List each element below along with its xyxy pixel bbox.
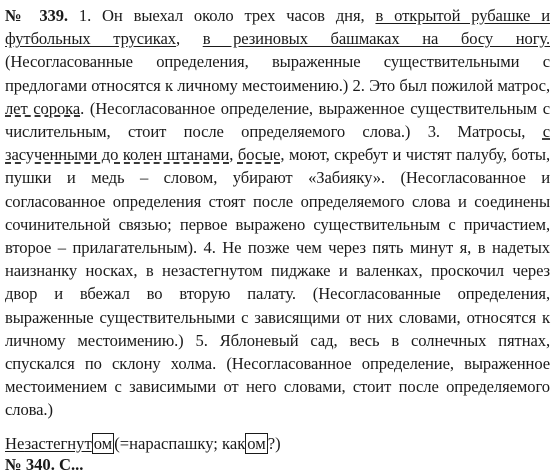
underlined-phrase-3: лет сорока: [5, 98, 81, 118]
segment-2: ,: [175, 29, 203, 49]
exercise-339-text: [5, 4, 550, 422]
segment-4: (Несогласованные определения, выраженные существительными с предлогами относятся к личному местоимению.) 2. Это был пожилой матрос,: [5, 52, 550, 95]
question-text: =нараспашку; как: [119, 433, 246, 453]
underlined-phrase-5: босые: [237, 145, 281, 165]
morpheme-analysis-note: [5, 432, 550, 455]
paren-open: (: [114, 433, 120, 453]
underlined-phrase-1: в открытой рубашке и футбольных трусиках: [5, 6, 550, 49]
segment-10: , моют, скребут и чистят палубу, боты, пушки и медь – словом, убирают «Забияку». (Несогласованное и согласованное определения стоят после определяемого слова и соединены сочинительной связью; первое выражено существительным с причастием, второе – прилагательным). 4. Не позже чем через пять минут я, в надетых наизнанку носках, в незастегнутом пиджаке и валенках, проскочил через двор и вбежал во вторую палату. (Несогласованные определения, выраженные существительными с зависящими от них словами, относятся к личному местоимению.) 5. Яблоневый сад, весь в солнечных пятнах, спускался по склону холма. (Несогласованное определение, выраженное местоимением с зависимыми от него словами, стоит после определяемого слова.): [5, 145, 550, 420]
paren-close: ?): [267, 433, 281, 453]
segment-6: . (Несогласованное определение, выраженное существительным с числительным, стоит после определяемого слова.) 3. Матросы,: [5, 98, 550, 142]
underlined-phrase-2: в резиновых башмаках на босу ногу.: [202, 29, 550, 49]
segment-8: ,: [229, 145, 238, 165]
ending-box-2: ом: [247, 433, 266, 453]
underlined-phrase-4: с засученными до колен штанами: [5, 122, 550, 165]
exercise-number: № 339.: [5, 6, 68, 25]
prefix-marked: Не: [5, 433, 25, 453]
next-exercise-partial: № 340. С...: [5, 454, 84, 474]
word-stem: застегнут: [24, 433, 92, 453]
segment-0: 1. Он выехал около трех часов дня,: [67, 6, 376, 25]
ending-box: ом: [93, 433, 113, 453]
